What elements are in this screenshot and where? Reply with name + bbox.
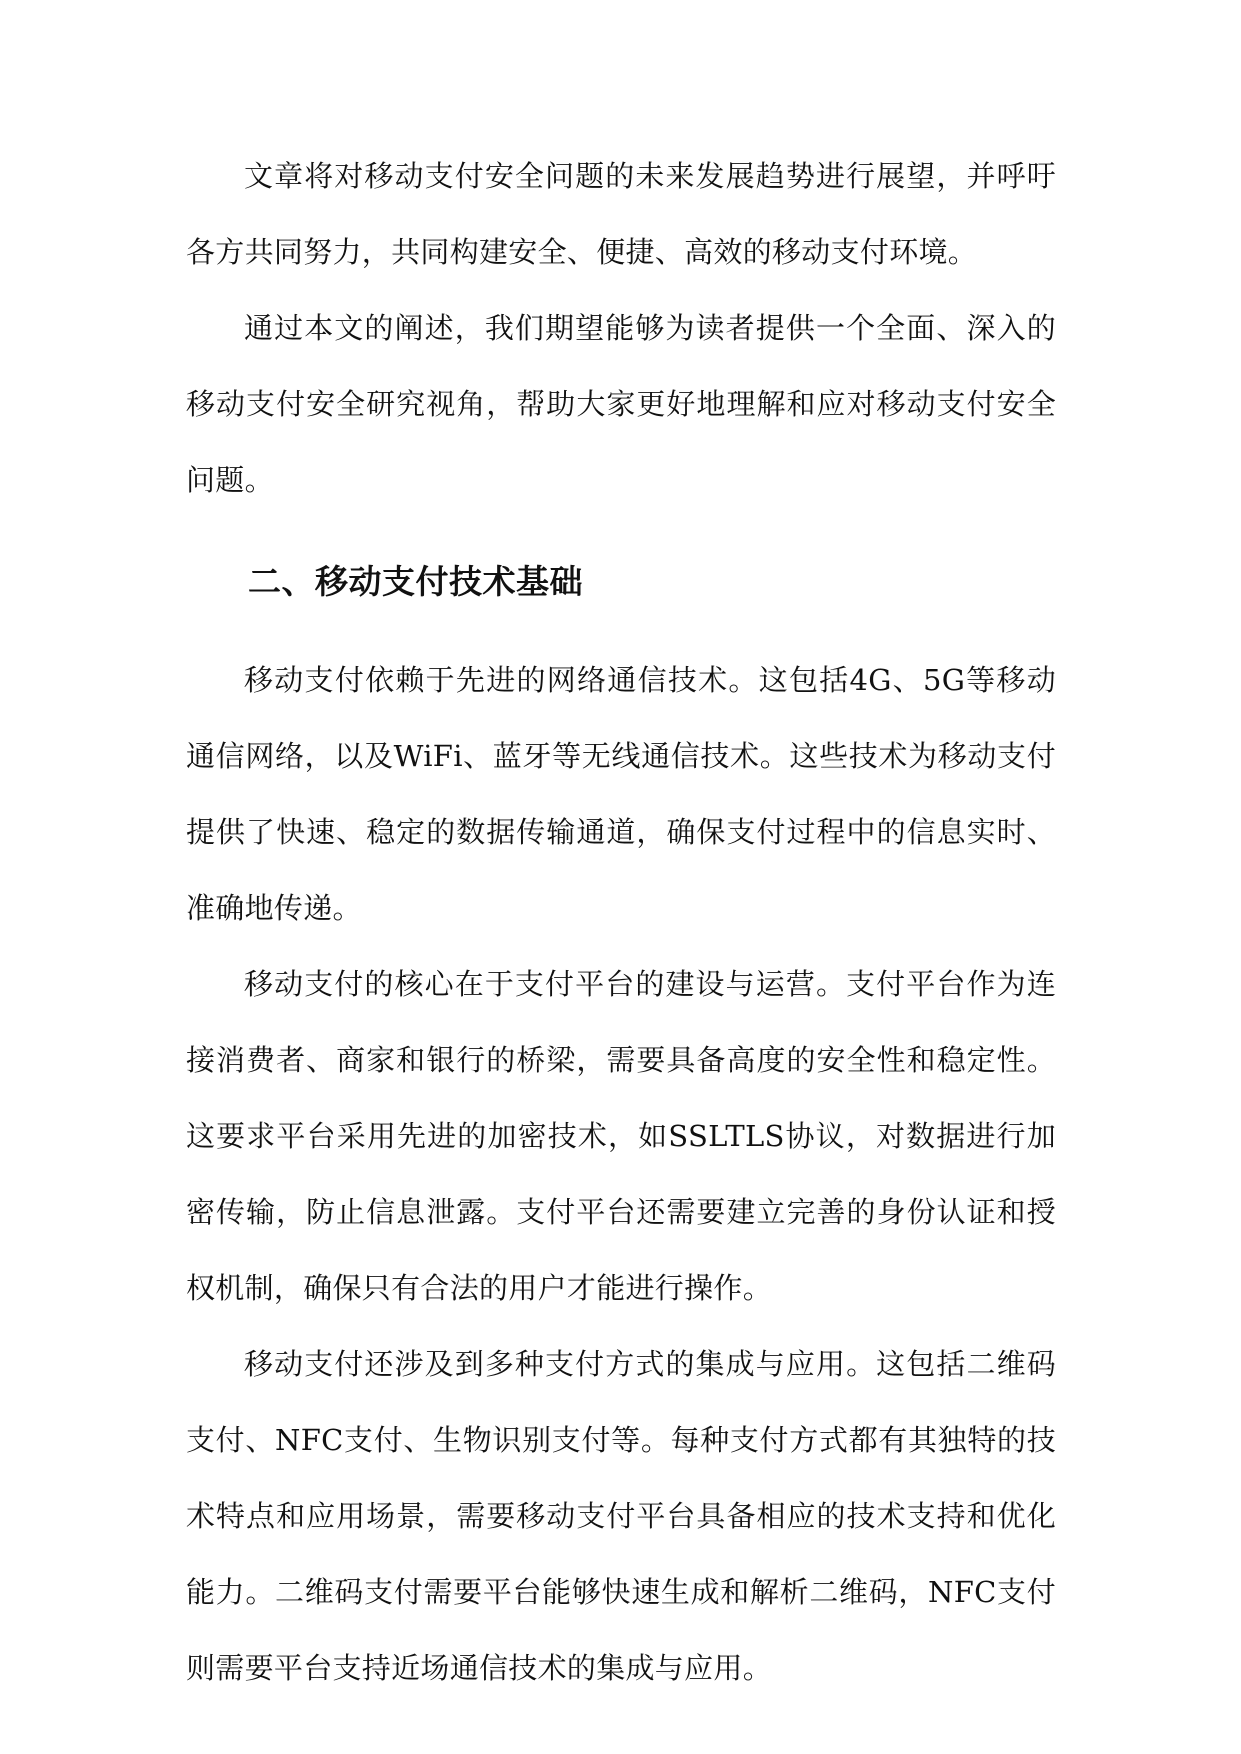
paragraph-network-tech: 移动支付依赖于先进的网络通信技术。这包括4G、5G等移动通信网络，以及WiFi、蓝牙等无线通信技术。这些技术为移动支付提供了快速、稳定的数据传输通道，确保支付过程中的信息实时、准确地传递。 bbox=[186, 663, 1056, 925]
paragraph-outlook: 文章将对移动支付安全问题的未来发展趋势进行展望，并呼吁各方共同努力，共同构建安全、便捷、高效的移动支付环境。 bbox=[186, 159, 1056, 269]
paragraph-payment-platform: 移动支付的核心在于支付平台的建设与运营。支付平台作为连接消费者、商家和银行的桥梁，需要具备高度的安全性和稳定性。这要求平台采用先进的加密技术，如SSLTLS协议，对数据进行加密传输，防止信息泄露。支付平台还需要建立完善的身份认证和授权机制，确保只有合法的用户才能进行操作。 bbox=[186, 967, 1056, 1305]
paragraph-payment-methods: 移动支付还涉及到多种支付方式的集成与应用。这包括二维码支付、NFC支付、生物识别支付等。每种支付方式都有其独特的技术特点和应用场景，需要移动支付平台具备相应的技术支持和优化能力。二维码支付需要平台能够快速生成和解析二维码，NFC支付则需要平台支持近场通信技术的集成与应用。 bbox=[186, 1347, 1056, 1685]
section-heading: 二、移动支付技术基础 bbox=[248, 562, 583, 601]
paragraph-purpose: 通过本文的阐述，我们期望能够为读者提供一个全面、深入的移动支付安全研究视角，帮助大家更好地理解和应对移动支付安全问题。 bbox=[186, 311, 1056, 497]
document-body bbox=[186, 138, 1056, 1706]
